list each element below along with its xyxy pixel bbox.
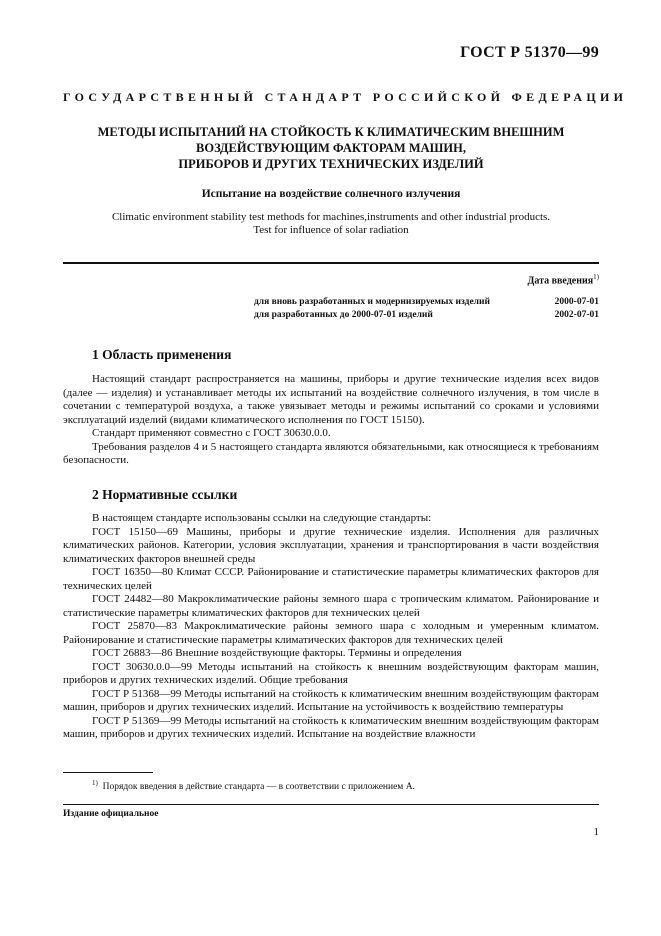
title-line: МЕТОДЫ ИСПЫТАНИЙ НА СТОЙКОСТЬ К КЛИМАТИЧЕСКИМ ВНЕШНИМ xyxy=(97,125,565,139)
paragraph: Стандарт применяют совместно с ГОСТ 30630.0.0. xyxy=(92,427,331,439)
page-number: 1 xyxy=(593,826,599,838)
intro-date-value: 2000-07-01 xyxy=(554,297,599,307)
footnote-mark: 1) xyxy=(92,779,98,787)
footnote-divider xyxy=(63,772,153,773)
section-2-body xyxy=(63,512,599,742)
section-2-heading: 2 Нормативные ссылки xyxy=(92,487,238,502)
title-line: ПРИБОРОВ И ДРУГИХ ТЕХНИЧЕСКИХ ИЗДЕЛИЙ xyxy=(178,157,484,171)
intro-date-condition: для разработанных до 2000-07-01 изделий xyxy=(254,310,433,320)
document-title xyxy=(63,124,599,172)
reference-item: ГОСТ 16350—80 Климат СССР. Районирование и статистические параметры климатических факторов для технических целей xyxy=(63,566,599,592)
reference-item: ГОСТ 15150—69 Машины, приборы и другие технические изделия. Исполнения для различных климатических районов. Категории, условия эксплуатации, хранения и транспортирования в части воздействия климатических факторов внешней среды xyxy=(63,525,599,565)
footnote-ref: 1) xyxy=(593,273,599,281)
edition-label: Издание официальное xyxy=(63,809,159,819)
footnote-text: Порядок введения в действие стандарта — в соответствии с приложением А. xyxy=(102,782,415,793)
intro-date-label xyxy=(527,273,599,286)
intro-date-value: 2002-07-01 xyxy=(554,310,599,320)
reference-item: ГОСТ 24482—80 Макроклиматические районы земного шара с тропическим климатом. Районирование и статистические параметры климатических факторов для технических целей xyxy=(63,593,599,619)
english-title xyxy=(63,211,599,237)
reference-item: ГОСТ 25870—83 Макроклиматические районы земного шара с холодным и умеренным климатом. Районирование и статистические параметры климатических факторов для технических целей xyxy=(63,620,599,646)
paragraph: В настоящем стандарте использованы ссылки на следующие стандарты: xyxy=(92,512,432,524)
footnote xyxy=(92,779,415,792)
intro-date-row xyxy=(254,310,599,320)
intro-date-condition: для вновь разработанных и модернизируемых изделий xyxy=(254,297,490,307)
edition-divider xyxy=(63,804,599,805)
english-title-line: Climatic environment stability test methods for machines,instruments and other industrial products. xyxy=(111,211,551,223)
reference-item: ГОСТ Р 51368—99 Методы испытаний на стойкость к климатическим внешним воздействующим факторам машин, приборов и других технических изделий. Испытание на устойчивость к воздействию температуры xyxy=(63,687,599,713)
paragraph: Настоящий стандарт распространяется на машины, приборы и другие технические изделия всех видов (далее — изделия) и устанавливает методы их испытаний на воздействие солнечного излучения, в том числе в сочетании с температурой воздуха, а также увязывает методы и режимы испытаний со сроками и условиями эксплуатаций изделий (видами климатического исполнения по ГОСТ 15150). xyxy=(63,373,599,426)
intro-date-label-text: Дата введения xyxy=(527,275,594,287)
section-1-heading: 1 Область применения xyxy=(92,347,232,362)
reference-item: ГОСТ Р 51369—99 Методы испытаний на стойкость к климатическим внешним воздействующим факторам машин, приборов и других технических изделий. Испытание на воздействие влажности xyxy=(63,714,599,740)
section-1-body xyxy=(63,373,599,468)
title-divider xyxy=(63,262,599,264)
intro-date-row xyxy=(254,297,599,307)
state-standard-heading: ГОСУДАРСТВЕННЫЙ СТАНДАРТ РОССИЙСКОЙ ФЕДЕРАЦИИ xyxy=(63,90,628,104)
english-title-line: Test for influence of solar radiation xyxy=(253,224,409,236)
title-line: ВОЗДЕЙСТВУЮЩИМ ФАКТОРАМ МАШИН, xyxy=(196,141,466,155)
paragraph: Требования разделов 4 и 5 настоящего стандарта являются обязательными, как относящиеся к требованиям безопасности. xyxy=(63,440,599,466)
reference-item: ГОСТ 30630.0.0—99 Методы испытаний на стойкость к внешним воздействующим факторам машин, приборов и других технических изделий. Общие требования xyxy=(63,660,599,686)
reference-item: ГОСТ 26883—86 Внешние воздействующие факторы. Термины и определения xyxy=(92,647,462,659)
document-subtitle: Испытание на воздействие солнечного излучения xyxy=(201,188,461,200)
document-code: ГОСТ Р 51370—99 xyxy=(460,44,599,61)
